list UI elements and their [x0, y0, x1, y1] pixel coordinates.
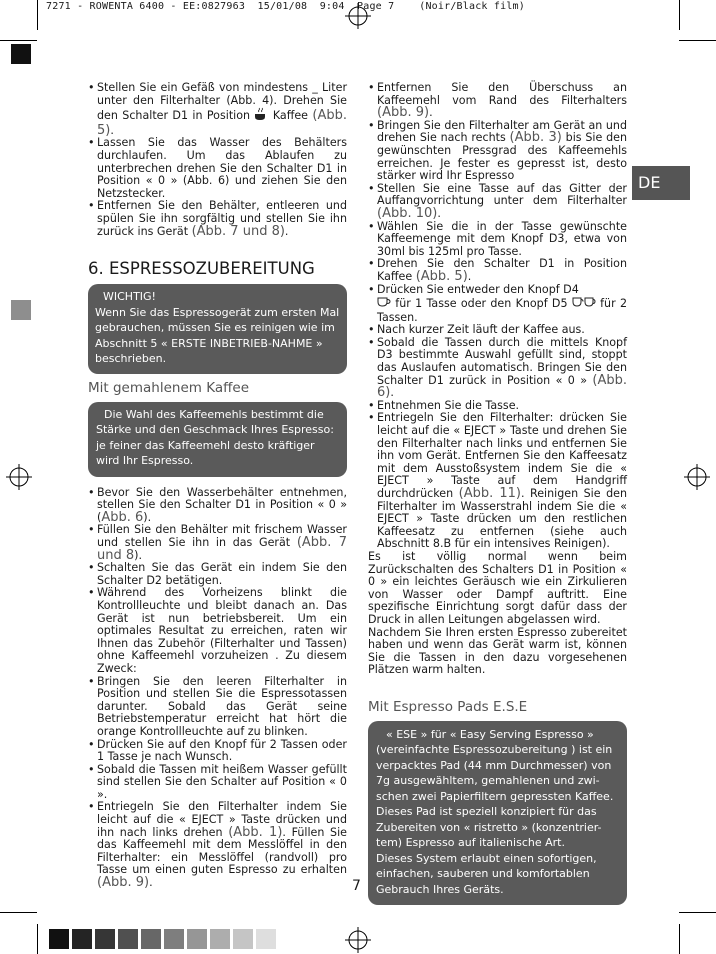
list-item: • Nach kurzer Zeit läuft der Kaffee aus. [368, 324, 627, 337]
two-cups-icon [572, 296, 596, 312]
list-item: • Sobald die Tassen mit heißem Wasser gefüllt sind stellen Sie den Schalter auf Position « 0 ». [88, 764, 347, 802]
info-text: Die Wahl des Kaffeemehls bestimmt die Stärke und den Geschmack Ihres Espresso: je feiner das Kaffeemehl desto kräftiger wird Ihr Espresso. [96, 407, 334, 468]
list-item: • Stellen Sie ein Gefäß von mindestens _ Liter unter den Filterhalter (Abb. 4). Drehen Sie den Schalter D1 in Position Kaffee (Abb. 5). [88, 82, 347, 137]
list-item: • Entfernen Sie den Behälter, entleeren und spülen Sie ihn sorgfältig und stellen Sie ihn zurück ins Gerät (Abb. 7 und 8). [88, 200, 347, 238]
note-paragraph: Es ist völlig normal wenn beim Zurückschalten des Schalters D1 in Position « 0 » ein leichtes Geräusch wie ein Zirkulieren von Wasser oder Dampf auftritt. Eine spezifische Einrichtung sorgt dafür dass der Druck in allen Leitungen abgelassen wird. [368, 549, 627, 626]
color-swatch [72, 929, 92, 949]
one-cup-icon [377, 296, 391, 312]
list-item: • Lassen Sie das Wasser des Behälters durchlaufen. Um das Ablaufen zu unterbrechen drehen Sie den Schalter D1 in Position « 0 » (Abb. 6) und ziehen Sie den Netzstecker. [88, 137, 347, 200]
list-item: • Stellen Sie eine Tasse auf das Gitter der Auffangvorrichtung unter dem Filterhalter (Abb. 10). [368, 183, 627, 221]
coffee-cup-icon [254, 107, 268, 125]
grey-marker-square [11, 300, 31, 320]
crop-mark [679, 0, 680, 30]
crop-mark [679, 924, 680, 954]
color-swatch [164, 929, 184, 949]
crop-mark [679, 40, 716, 41]
crop-mark [0, 912, 37, 913]
step-list [368, 82, 627, 551]
list-item: • Füllen Sie den Behälter mit frischem Wasser und stellen Sie ihn in das Gerät (Abb. 7 und 8). [88, 524, 347, 562]
list-item: • Wählen Sie die in der Tasse gewünschte Kaffeemenge mit dem Knopf D3, etwa von 30ml bis 125ml pro Tasse. [368, 221, 627, 259]
subsection-title: Mit Espresso Pads E.S.E [368, 698, 528, 715]
crop-mark [37, 0, 38, 30]
registration-mark-icon [684, 464, 710, 490]
list-item: • Entriegeln Sie den Filterhalter: drücken Sie leicht auf die « EJECT » Taste und drehen Sie den Filterhalter nach links und entfernen Sie ihn vom Gerät. Entfernen Sie den Kaffeesatz mit dem Ausstoßsystem indem Sie die « EJECT » Taste auf dem Handgriff durchdrücken (Abb. 11). Reinigen Sie den Filterhalter im Wasserstrahl indem Sie die « EJECT » Taste drücken um den restlichen Kaffeesatz zu entfernen (siehe auch Abschnitt 8.B für ein intensives Reinigen). [368, 412, 627, 551]
page-number: 7 [352, 878, 361, 894]
notes [368, 551, 627, 677]
color-swatch [118, 929, 138, 949]
left-column [88, 82, 347, 890]
color-swatch [233, 929, 253, 949]
step-list [88, 487, 347, 890]
color-swatch [49, 929, 69, 949]
warning-box [88, 284, 347, 374]
intro-list [88, 82, 347, 238]
list-item: • Bringen Sie den Filterhalter am Gerät an und drehen Sie nach rechts (Abb. 3) bis Sie den gewünschten Pressgrad des Kaffeemehls erreichen. Je fester es gepresst ist, desto stärker wird Ihr Espresso [368, 120, 627, 183]
list-item: • Sobald die Tassen durch die mittels Knopf D3 bestimmte Auswahl gefüllt sind, stoppt das Auslaufen automatisch. Bringen Sie den Schalter D1 zurück in Position « 0 » (Abb. 6). [368, 337, 627, 400]
subsection-title: Mit gemahlenem Kaffee [88, 379, 249, 396]
section-title: 6. ESPRESSOZUBEREITUNG [88, 259, 315, 279]
list-item: • Entfernen Sie den Überschuss an Kaffeemehl vom Rand des Filterhalters (Abb. 9). [368, 82, 627, 120]
list-item: • Entnehmen Sie die Tasse. [368, 400, 627, 413]
list-item: • Drücken Sie auf den Knopf für 2 Tassen oder 1 Tasse je nach Wunsch. [88, 739, 347, 764]
crop-mark [37, 924, 38, 954]
color-swatch [187, 929, 207, 949]
list-item: • Während des Vorheizens blinkt die Kontrollleuchte und bleibt danach an. Das Gerät ist nun betriebsbereit. Um ein optimales Resultat zu erreichen, raten wir Ihnen das Zubehör (Filterhalter und Tassen) ohne Kaffeemehl vorzuheizen . Zu diesem Zweck: [88, 587, 347, 675]
ese-text: « ESE » für « Easy Serving Espresso » (vereinfachte Espressozubereitung ) ist ein verpacktes Pad (44 mm Durchmesser) von 7g ausgewähltem, gemahlenen und zwi-schen zwei Papierfiltern gepressten Kaffee. Dieses Pad ist speziell konzipiert für das Zubereiten von « ristretto » (konzentrier-tem) Espresso auf italienische Art. [376, 727, 614, 850]
color-swatch [141, 929, 161, 949]
ese-text: Dieses System erlaubt einen sofortigen, einfachen, sauberen und komfortablen Gebrauch Ihres Geräts. [376, 851, 597, 896]
list-item: • Drücken Sie entweder den Knopf D4 für 1 Tasse oder den Knopf D5 für 2 Tassen. [368, 284, 627, 325]
color-swatch [256, 929, 276, 949]
print-header: 7271 - ROWENTA 6400 - EE:0827963 15/01/08 9:04 Page 7 (Noir/Black film) [46, 1, 525, 12]
info-box [88, 402, 347, 477]
crop-mark [0, 40, 37, 41]
list-item: • Bringen Sie den leeren Filterhalter in Position und stellen Sie die Espressotassen darunter. Sobald das Gerät seine Betriebstemperatur erreicht hat hört die orange Kontrollleuchte auf zu blinken. [88, 676, 347, 739]
registration-mark-icon [6, 464, 32, 490]
list-item: • Bevor Sie den Wasserbehälter entnehmen, stellen Sie den Schalter D1 in Position « 0 » (Abb. 6). [88, 487, 347, 525]
list-item: • Schalten Sie das Gerät ein indem Sie den Schalter D2 betätigen. [88, 562, 347, 587]
registration-mark-icon [345, 3, 371, 29]
warning-text: Wenn Sie das Espressogerät zum ersten Mal gebrauchen, müssen Sie es reinigen wie im Abschnitt 5 « ERSTE INBETRIEB-NAHME » beschrieben. [95, 305, 340, 366]
ese-box [368, 721, 627, 906]
language-tab: DE [632, 166, 690, 200]
crop-mark [679, 912, 716, 913]
right-column [368, 82, 627, 905]
list-item: • Drehen Sie den Schalter D1 in Position Kaffee (Abb. 5). [368, 258, 627, 283]
color-swatch [210, 929, 230, 949]
list-item: • Entriegeln Sie den Filterhalter indem Sie leicht auf die « EJECT » Taste drücken und ihn nach links drehen (Abb. 1). Füllen Sie das Kaffeemehl mit dem Messlöffel in den Filterhalter: ein Messlöffel (randvoll) pro Tasse um einen guten Espresso zu erhalten (Abb. 9). [88, 801, 347, 889]
warning-title: WICHTIG! [103, 290, 156, 304]
black-marker-square [11, 44, 31, 64]
note-paragraph: Nachdem Sie Ihren ersten Espresso zubereitet haben und wenn das Gerät warm ist, können Sie die Tassen in den dazu vorgesehenen Plätzen warm halten. [368, 625, 627, 677]
color-swatch [95, 929, 115, 949]
registration-mark-icon [345, 927, 371, 953]
